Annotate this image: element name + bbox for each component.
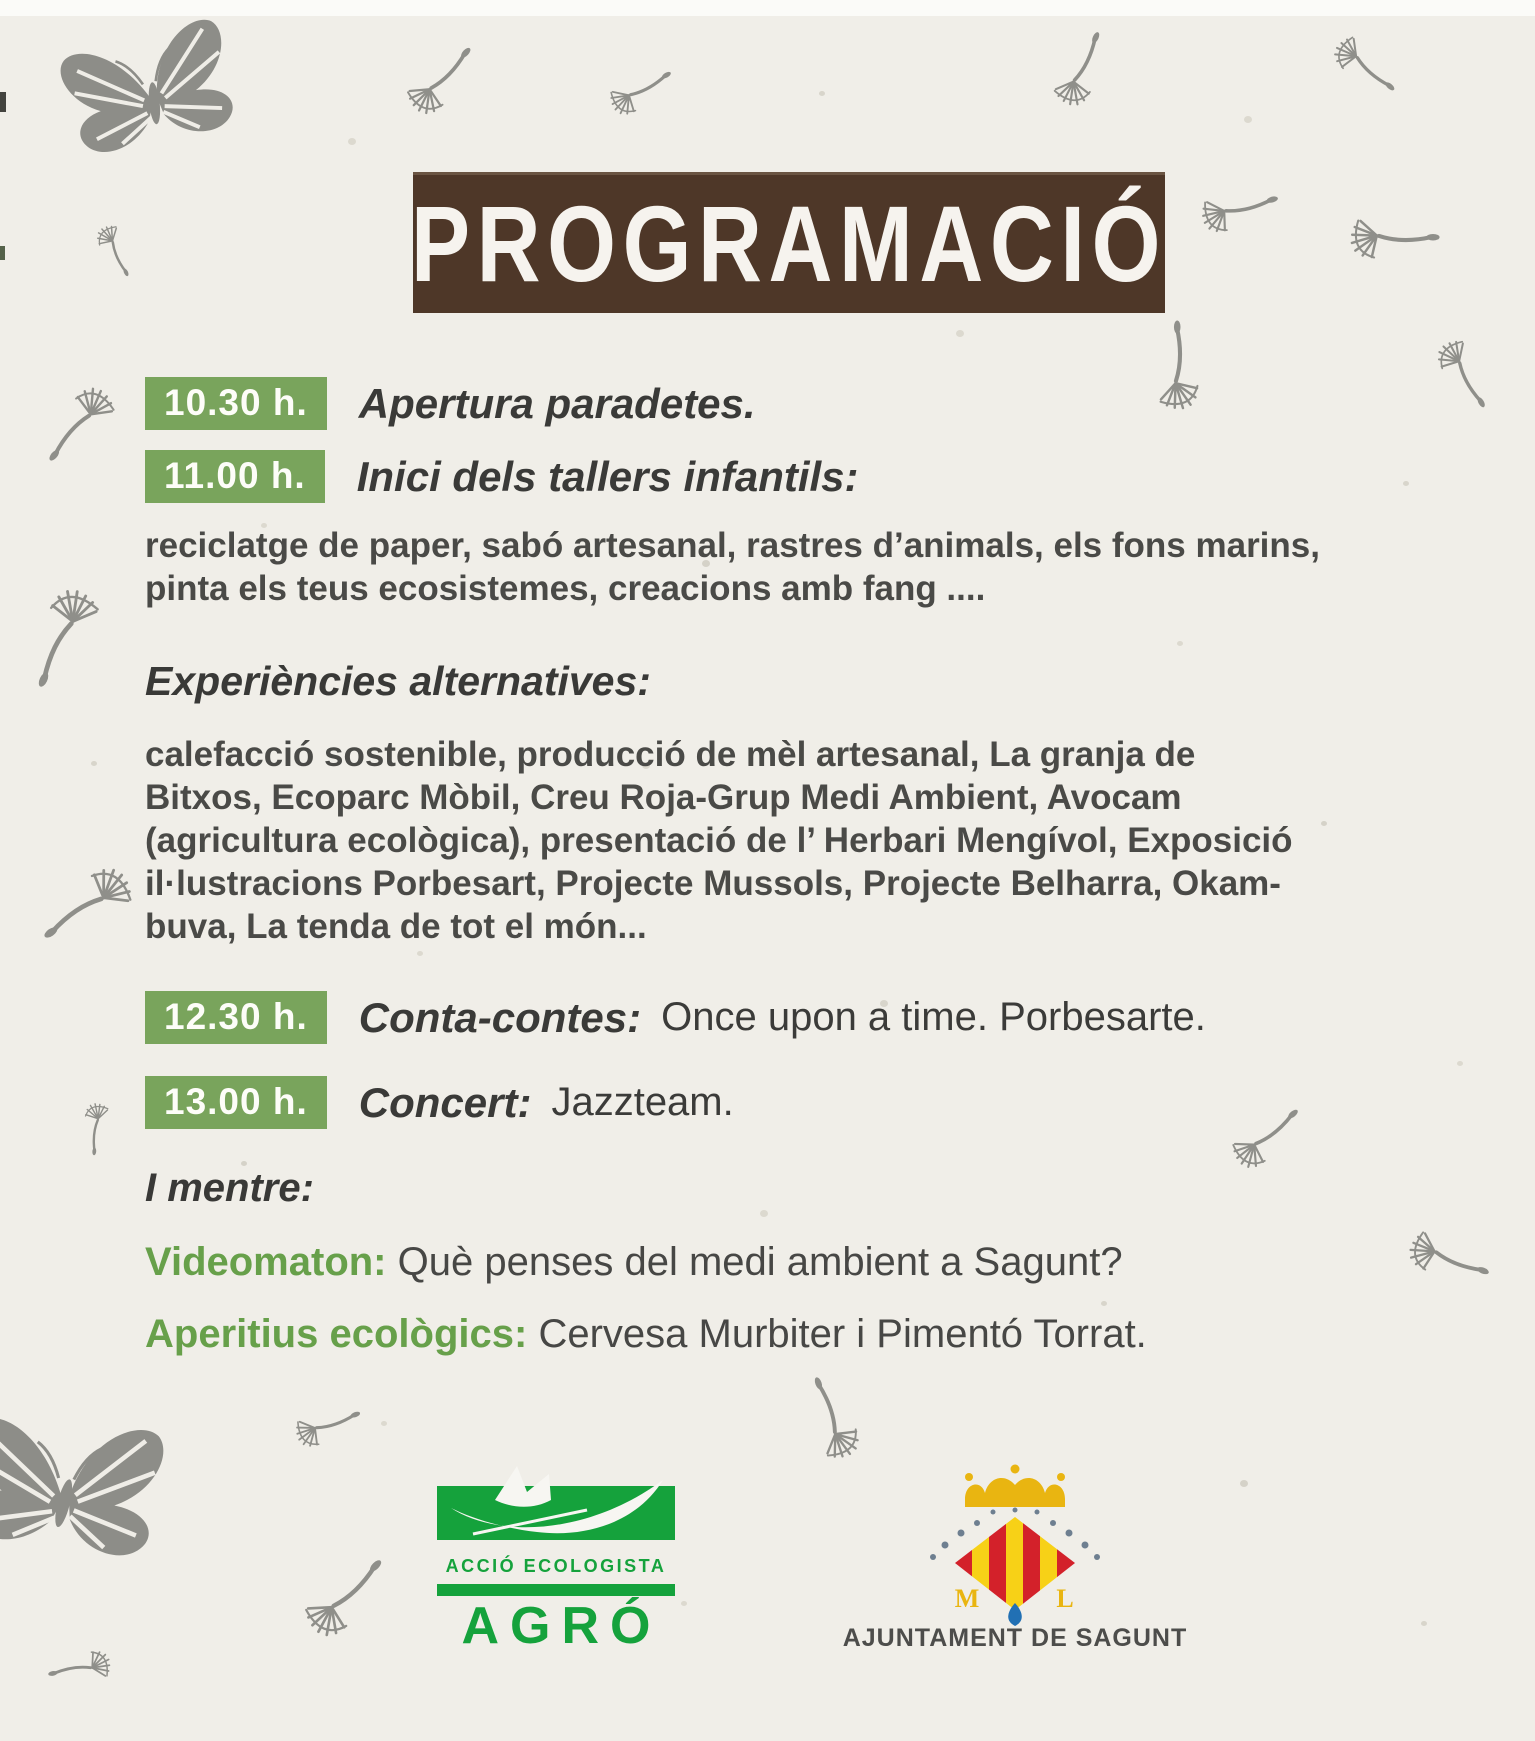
page-title: PROGRAMACIÓ — [410, 183, 1168, 304]
butterfly-icon — [44, 2, 262, 200]
agro-logo — [437, 1460, 675, 1655]
time-badge: 13.00 h. — [145, 1076, 327, 1129]
scan-artifact — [0, 246, 5, 260]
paragraph-line: (agricultura ecològica), presentació de l’ Herbari Mengívol, Exposició — [145, 821, 1293, 860]
dandelion-seed-icon — [42, 382, 129, 469]
paragraph-line: pinta els teus ecosistemes, creacions amb fang .... — [145, 569, 986, 608]
dandelion-seed-icon — [35, 849, 153, 967]
schedule-row-1100 — [145, 450, 859, 503]
event-title: Concert: — [358, 1078, 532, 1126]
dandelion-seed-icon — [1116, 314, 1230, 428]
paragraph-line: calefacció sostenible, producció de mèl artesanal, La granja de — [145, 735, 1196, 774]
drop-icon — [1008, 1603, 1022, 1626]
dandelion-seed-icon — [1399, 1206, 1492, 1299]
time-badge: 10.30 h. — [145, 377, 327, 430]
dandelion-seed-icon — [1034, 29, 1117, 112]
experiencies-heading: Experiències alternatives: — [145, 658, 651, 704]
aperitius-line — [145, 1312, 1147, 1357]
event-title: Inici dels tallers infantils: — [356, 452, 859, 500]
time-badge: 12.30 h. — [145, 991, 327, 1044]
dandelion-seed-icon — [595, 48, 677, 130]
dandelion-seed-icon — [83, 213, 151, 281]
dandelion-seed-icon — [1183, 155, 1284, 256]
scan-edge-strip — [0, 0, 1535, 16]
time-badge: 11.00 h. — [145, 450, 325, 503]
dandelion-seed-icon — [1332, 176, 1446, 290]
dandelion-seed-icon — [393, 37, 478, 122]
agro-bird-icon — [437, 1460, 675, 1542]
schedule-row-1300 — [145, 1076, 734, 1129]
dandelion-seed-icon — [280, 1380, 366, 1466]
dandelion-seed-icon — [1421, 324, 1511, 414]
event-title: Conta-contes: — [358, 993, 642, 1041]
event-detail: Once upon a time. Porbesarte. — [661, 995, 1206, 1039]
extra-text: Cervesa Murbiter i Pimentó Torrat. — [538, 1312, 1147, 1356]
butterfly-icon — [0, 1397, 179, 1602]
extra-label: Aperitius ecològics: — [145, 1312, 528, 1356]
extra-text: Què penses del medi ambient a Sagunt? — [397, 1240, 1123, 1284]
paper-speckles — [0, 0, 4, 3]
agro-org-label: ACCIÓ ECOLOGISTA — [445, 1556, 667, 1576]
sagunt-caption: AJUNTAMENT DE SAGUNT — [842, 1624, 1188, 1652]
paragraph-line: il·lustracions Porbesart, Projecte Mussols, Projecte Belharra, Okam- — [145, 864, 1281, 903]
scan-artifact — [0, 92, 6, 112]
monogram-l: L — [1056, 1584, 1074, 1613]
dandelion-seed-icon — [66, 1093, 132, 1159]
videomaton-line — [145, 1240, 1123, 1285]
dandelion-seed-icon — [1329, 25, 1401, 97]
extra-label: Videomaton: — [145, 1240, 387, 1284]
event-detail: Jazzteam. — [551, 1080, 734, 1124]
agro-divider — [437, 1584, 675, 1596]
dandelion-seed-icon — [43, 1630, 125, 1712]
event-title: Apertura paradetes. — [358, 379, 756, 427]
i-mentre-heading: I mentre: — [145, 1166, 314, 1210]
dandelion-seed-icon — [14, 580, 124, 690]
schedule-row-1030 — [145, 377, 756, 430]
paragraph-line: Bitxos, Ecoparc Mòbil, Creu Roja-Grup Medi Ambient, Avocam — [145, 778, 1182, 817]
title-banner — [410, 172, 1168, 313]
monogram-m: M — [954, 1584, 980, 1613]
paragraph-line: reciclatge de paper, sabó artesanal, rastres d’animals, els fons marins, — [145, 526, 1320, 565]
agro-name: AGRÓ — [461, 1597, 662, 1655]
dandelion-seed-icon — [1217, 1092, 1305, 1180]
paragraph-line: buva, La tenda de tot el món... — [145, 907, 647, 946]
experiencies-paragraph — [145, 733, 1293, 948]
dandelion-seed-icon — [288, 1545, 390, 1647]
schedule-row-1230 — [145, 991, 1206, 1044]
tallers-paragraph — [145, 524, 1320, 610]
